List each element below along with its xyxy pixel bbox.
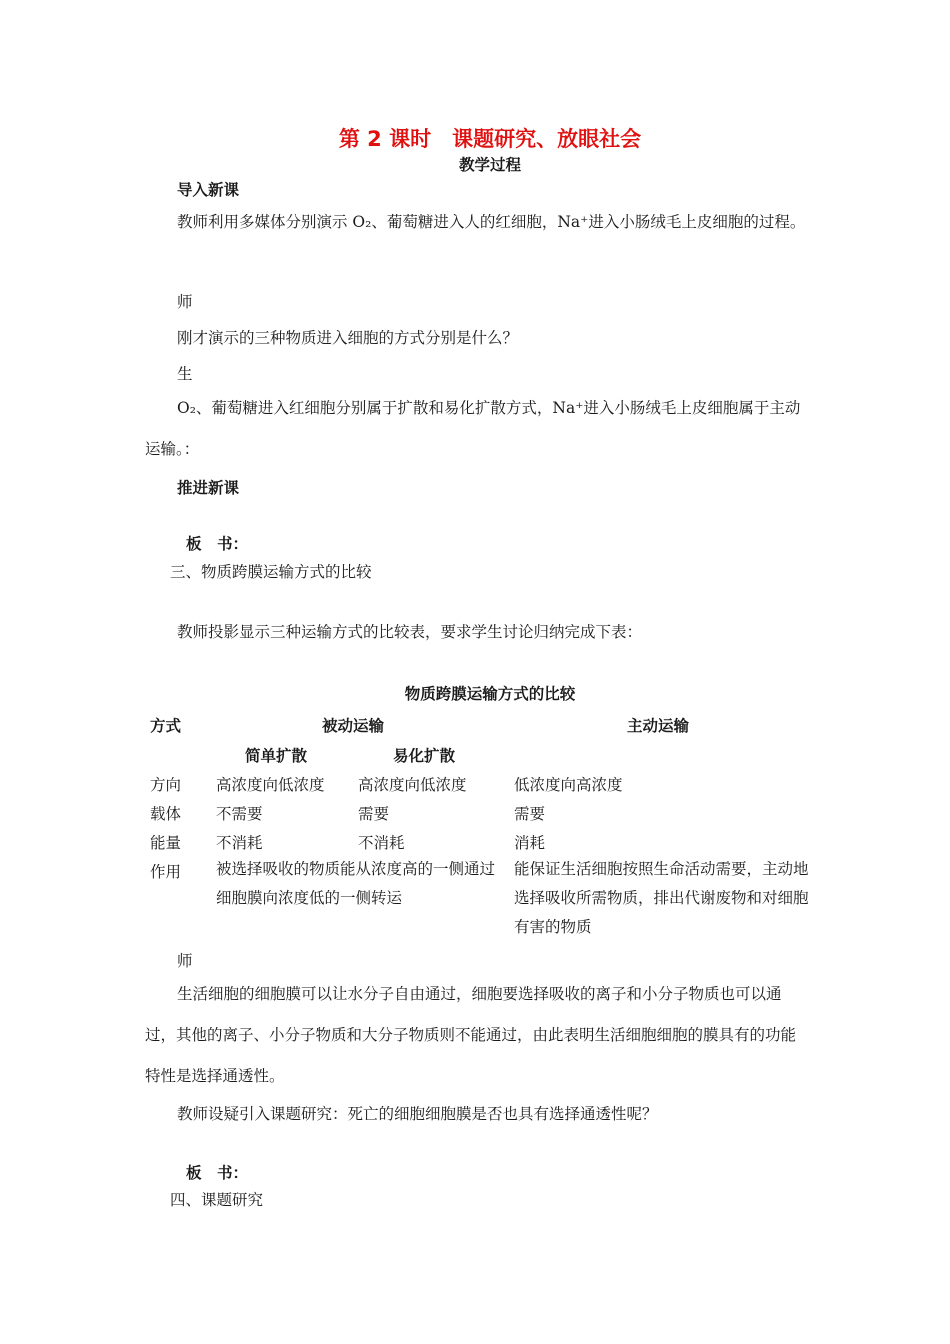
cell-direction-facilitated: 高浓度向低浓度: [358, 776, 467, 794]
cell-direction-active: 低浓度向高浓度: [514, 776, 623, 794]
student-label: 生: [177, 365, 193, 383]
section-heading-intro: 导入新课: [177, 181, 240, 199]
header-method: 方式: [150, 717, 182, 735]
header-simple-diffusion: 简单扩散: [245, 747, 308, 765]
cell-function-passive: 被选择吸收的物质能从浓度高的一侧通过细胞膜向浓度低的一侧转运: [216, 860, 496, 907]
header-active: 主动运输: [627, 717, 690, 735]
table-caption: 物质跨膜运输方式的比较: [404, 685, 576, 703]
row-label-carrier: 载体: [150, 805, 182, 823]
cell-direction-simple: 高浓度向低浓度: [216, 776, 325, 794]
cell-energy-facilitated: 不消耗: [358, 834, 405, 852]
paragraph-demo: 教师利用多媒体分别演示 O₂、葡萄糖进入人的红细胞，Na⁺进入小肠绒毛上皮细胞的过程。: [177, 213, 806, 231]
teacher-question: 刚才演示的三种物质进入细胞的方式分别是什么？: [177, 329, 519, 347]
cell-carrier-simple: 不需要: [216, 805, 263, 823]
board-item-2: 四、课题研究: [170, 1191, 264, 1209]
student-answer: O₂、葡萄糖进入红细胞分别属于扩散和易化扩散方式，Na⁺进入小肠绒毛上皮细胞属于主动运输。：: [145, 399, 801, 458]
page-title: 第 2 课时 课题研究、放眼社会: [338, 127, 642, 151]
board-label-2: 板 书：: [186, 1164, 249, 1182]
row-label-direction: 方向: [150, 776, 182, 794]
header-facilitated-diffusion: 易化扩散: [393, 747, 456, 765]
cell-energy-active: 消耗: [514, 834, 546, 852]
header-passive: 被动运输: [322, 717, 385, 735]
section-heading-advance: 推进新课: [177, 479, 240, 497]
teacher-label: 师: [177, 293, 193, 311]
table-intro: 教师投影显示三种运输方式的比较表，要求学生讨论归纳完成下表：: [177, 623, 643, 641]
row-label-energy: 能量: [150, 834, 182, 852]
cell-function-active: 能保证生活细胞按照生命活动需要，主动地选择吸收所需物质，排出代谢废物和对细胞有害的物质: [514, 860, 809, 936]
paragraph-permeability: 生活细胞的细胞膜可以让水分子自由通过，细胞要选择吸收的离子和小分子物质也可以通过，其他的离子、小分子物质和大分子物质则不能通过，由此表明生活细胞细胞的膜具有的功能特性是选择通透性。: [145, 985, 797, 1085]
cell-energy-simple: 不消耗: [216, 834, 263, 852]
research-question: 教师设疑引入课题研究：死亡的细胞细胞膜是否也具有选择通透性呢？: [177, 1105, 658, 1123]
teacher-label-2: 师: [177, 952, 193, 970]
cell-carrier-active: 需要: [514, 805, 546, 823]
board-label: 板 书：: [186, 535, 249, 553]
row-label-function: 作用: [150, 863, 182, 881]
board-item: 三、物质跨膜运输方式的比较: [170, 563, 372, 581]
page-subtitle: 教学过程: [458, 156, 521, 174]
cell-carrier-facilitated: 需要: [358, 805, 390, 823]
